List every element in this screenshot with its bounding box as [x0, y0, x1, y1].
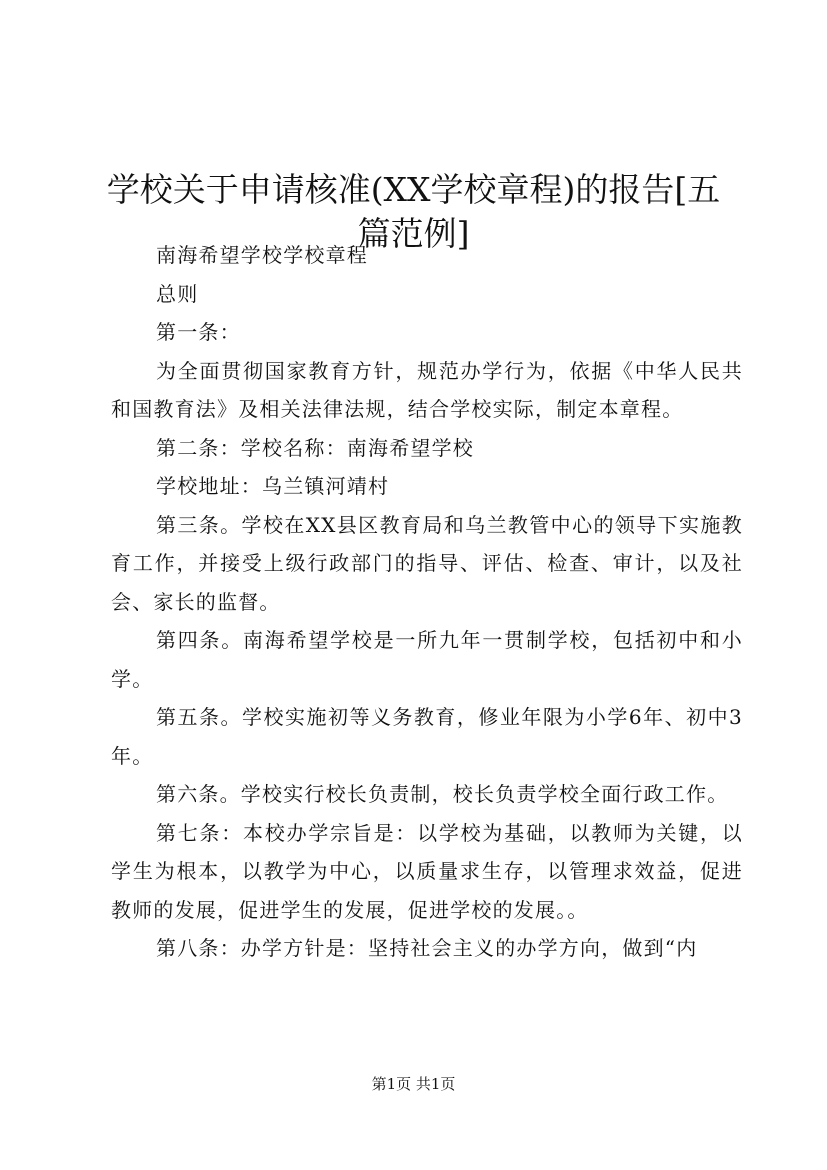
paragraph-article-5: 第五条。学校实施初等义务教育，修业年限为小学6年、初中3年。	[111, 705, 743, 768]
paragraph-article-3: 第三条。学校在XX县区教育局和乌兰教管中心的领导下实施教育工作，并接受上级行政部门的指导、评估、检查、审计，以及社会、家长的监督。	[111, 512, 743, 614]
paragraph-school-address: 学校地址：乌兰镇河靖村	[156, 474, 390, 498]
paragraph-article-6: 第六条。学校实行校长负责制，校长负责学校全面行政工作。	[156, 782, 729, 806]
paragraph-article-8: 第八条：办学方针是：坚持社会主义的办学方向，做到“内	[156, 936, 698, 960]
document-title: 学校关于申请核准(XX学校章程)的报告[五篇范例]	[106, 170, 721, 254]
document-body	[111, 236, 743, 968]
paragraph-article-7: 第七条：本校办学宗旨是：以学校为基础，以教师为关键，以学生为根本，以教学为中心，以质量求生存，以管理求效益，促进教师的发展，促进学生的发展，促进学校的发展。。	[111, 820, 743, 922]
paragraph-article-4: 第四条。南海希望学校是一所九年一贯制学校，包括初中和小学。	[111, 628, 743, 691]
paragraph-article-1-text: 为全面贯彻国家教育方针，规范办学行为，依据《中华人民共和国教育法》及相关法律法规，结合学校实际，制定本章程。	[111, 358, 743, 421]
page-footer: 第1页 共1页	[371, 1075, 456, 1093]
paragraph-charter-name: 南海希望学校学校章程	[156, 243, 368, 267]
paragraph-article-2: 第二条：学校名称：南海希望学校	[156, 435, 474, 460]
paragraph-article-1-heading: 第一条：	[156, 320, 241, 344]
paragraph-general-provisions: 总则	[156, 281, 199, 306]
